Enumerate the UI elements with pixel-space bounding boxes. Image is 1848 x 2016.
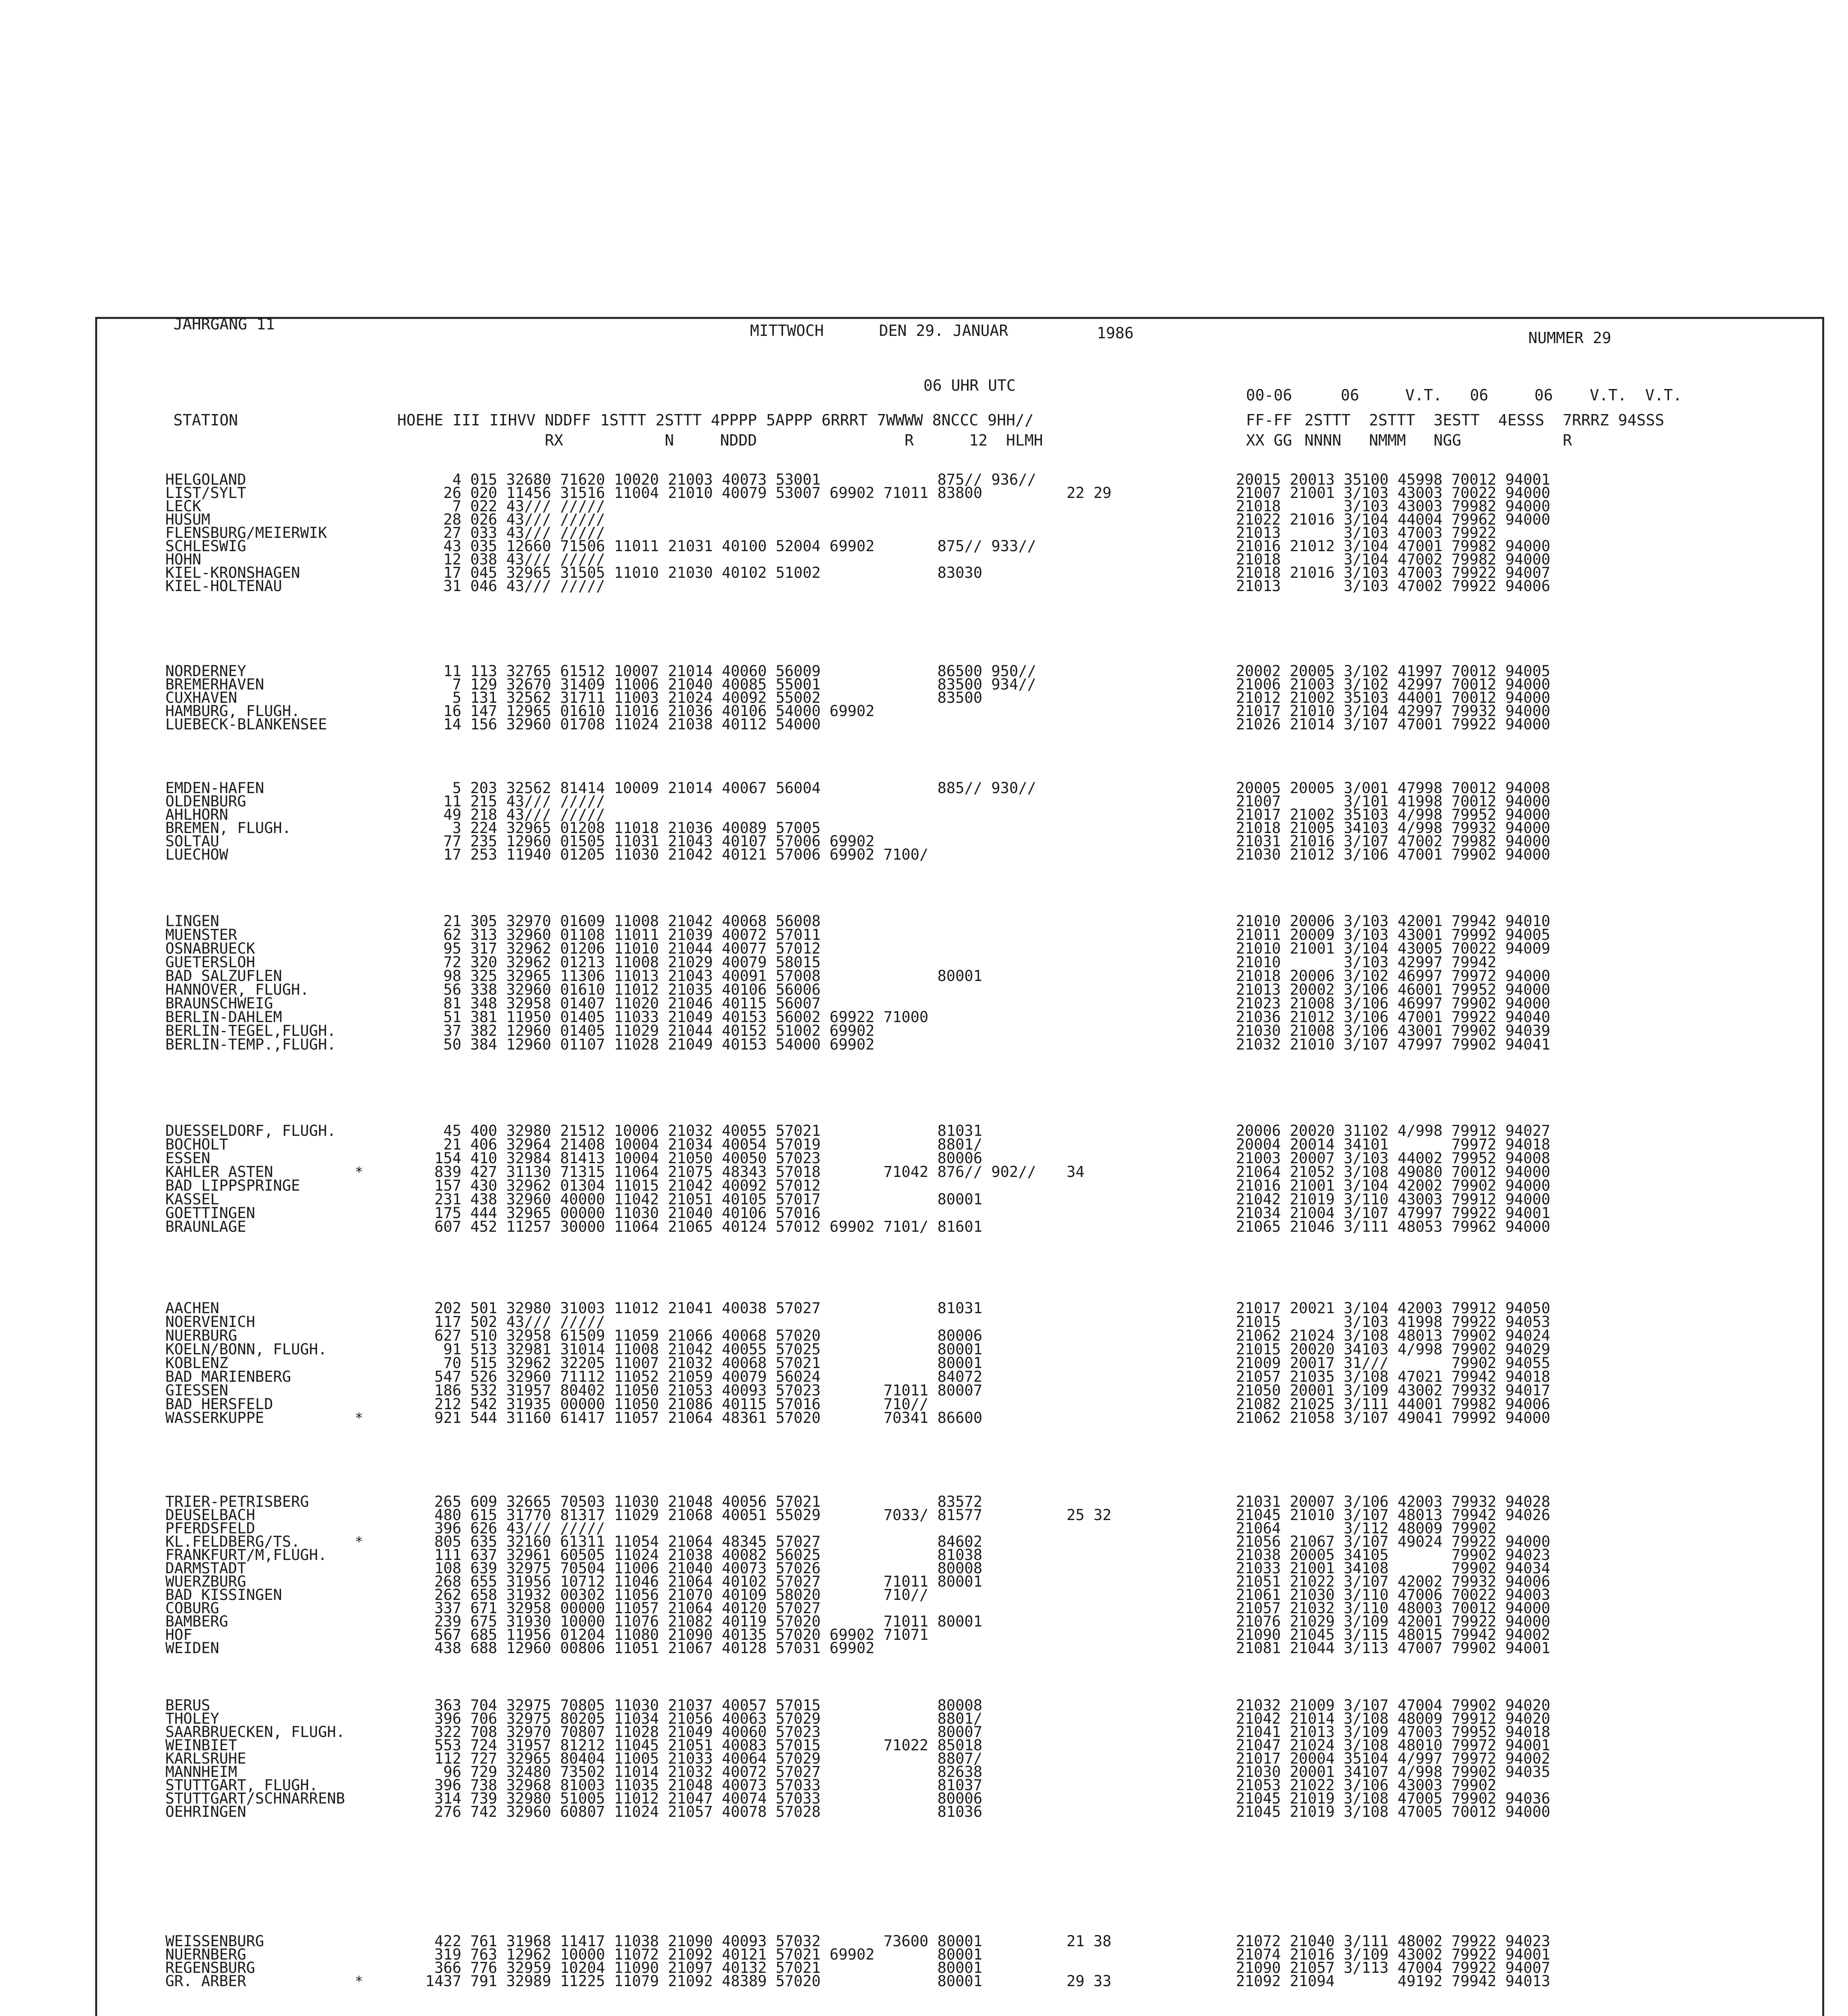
station-name: GUETERSLOH — [165, 954, 255, 971]
forecast-values: 20006 20020 31102 4/998 79912 94027 — [1236, 1122, 1550, 1139]
forecast-values: 21061 21030 3/110 47006 70022 94003 — [1236, 1586, 1550, 1604]
weekday: MITTWOCH — [750, 322, 824, 339]
main-values: 37 382 12960 01405 11029 21044 40152 51002 69902 — [425, 1022, 875, 1039]
station-name: KIEL-KRONSHAGEN — [165, 564, 300, 581]
forecast-values: 21018 3/103 43003 79982 94000 — [1236, 498, 1550, 515]
station-name: KASSEL — [165, 1191, 219, 1208]
station-name: BOCHOLT — [165, 1136, 228, 1153]
station-name: LECK — [165, 498, 202, 515]
station-name: LUECHOW — [165, 846, 228, 863]
forecast-values: 21017 20004 35104 4/997 79972 94002 — [1236, 1750, 1550, 1767]
station-name: GIESSEN — [165, 1382, 228, 1399]
mid-col-header-2: FF-FF — [1246, 411, 1292, 429]
table-row — [0, 1973, 1848, 1989]
main-values: 26 020 11456 31516 11004 21010 40079 53007 69902 71011 83800 — [425, 484, 983, 502]
group-main-label: 06 UHR UTC — [923, 377, 1016, 394]
main-values: 31 046 43/// ///// — [425, 577, 605, 595]
mountain-station-marker: * — [355, 1534, 363, 1550]
station-col-header: STATION — [173, 411, 238, 429]
forecast-values: 21016 21001 3/104 42002 79902 94000 — [1236, 1177, 1550, 1194]
forecast-values: 21022 21016 3/104 44004 79962 94000 — [1236, 511, 1550, 528]
main-values: 231 438 32960 40000 11042 21051 40105 57017 80001 — [425, 1191, 983, 1208]
station-name: TRIER-PETRISBERG — [165, 1493, 309, 1510]
station-name: GR. ARBER — [165, 1972, 246, 1990]
station-name: PFERDSFELD — [165, 1520, 255, 1537]
forecast-values: 21057 21035 3/108 47021 79942 94018 — [1236, 1368, 1550, 1385]
forecast-values: 21062 21058 3/107 49041 79992 94000 — [1236, 1409, 1550, 1427]
main-values: 4 015 32680 71620 10020 21003 40073 53001 875// 936// — [425, 471, 1036, 488]
station-name: LINGEN — [165, 912, 219, 930]
forecast-values: 21010 21001 3/104 43005 70022 94009 — [1236, 940, 1550, 957]
main-values: 50 384 12960 01107 11028 21049 40153 54000 69902 — [425, 1036, 875, 1053]
station-name: BAD SALZUFLEN — [165, 967, 282, 985]
wind-gust-values: 21 38 — [1067, 1933, 1112, 1950]
main-values: 1437 791 32989 11225 11079 21092 48389 57020 80001 — [425, 1972, 983, 1990]
station-name: FRANKFURT/M,FLUGH. — [165, 1546, 327, 1564]
main-values: 202 501 32980 31003 11012 21041 40038 57027 81031 — [425, 1300, 983, 1317]
forecast-values: 21092 21094 49192 79942 94013 — [1236, 1972, 1550, 1990]
main-values: 91 513 32981 31014 11008 21042 40055 57025 80001 — [425, 1341, 983, 1358]
forecast-values: 21051 21022 3/107 42002 79932 94006 — [1236, 1573, 1550, 1590]
forecast-values: 21018 21005 34103 4/998 79932 94000 — [1236, 819, 1550, 837]
forecast-values: 21076 21029 3/109 42001 79922 94000 — [1236, 1613, 1550, 1630]
main-values: 438 688 12960 00806 11051 21067 40128 57031 69902 — [425, 1639, 875, 1657]
forecast-values: 21030 21012 3/106 47001 79902 94000 — [1236, 846, 1550, 863]
main-values: 17 253 11940 01205 11030 21042 40121 57006 69902 7100/ — [425, 846, 929, 863]
main-values: 322 708 32970 70807 11028 21049 40060 57023 80007 — [425, 1723, 983, 1741]
mid-col-header-3: XX GG — [1246, 431, 1292, 449]
station-name: DEUSELBACH — [165, 1506, 255, 1524]
table-row — [0, 578, 1848, 594]
main-values: 627 510 32958 61509 11059 21066 40068 57020 80006 — [425, 1327, 983, 1344]
jahrgang: JAHRGANG 11 — [173, 315, 275, 333]
forecast-values: 21045 21019 3/108 47005 79902 94036 — [1236, 1790, 1550, 1807]
main-values: 45 400 32980 21512 10006 21032 40055 57021 81031 — [425, 1122, 983, 1139]
station-name: DUESSELDORF, FLUGH. — [165, 1122, 336, 1139]
nummer: NUMMER 29 — [1528, 329, 1611, 347]
main-values: 422 761 31968 11417 11038 21090 40093 57032 73600 80001 — [425, 1933, 983, 1950]
forecast-values: 21082 21025 3/111 44001 79982 94006 — [1236, 1395, 1550, 1413]
forecast-values: 21007 21001 3/103 43003 70022 94000 — [1236, 484, 1550, 502]
main-values: 5 131 32562 31711 11003 21024 40092 55002 83500 — [425, 689, 983, 706]
station-name: KIEL-HOLTENAU — [165, 577, 282, 595]
station-name: HAMBURG, FLUGH. — [165, 702, 300, 720]
station-name: WUERZBURG — [165, 1573, 246, 1590]
station-name: LIST/SYLT — [165, 484, 246, 502]
forecast-values: 21010 20006 3/103 42001 79942 94010 — [1236, 912, 1550, 930]
station-name: BAD MARIENBERG — [165, 1368, 291, 1385]
forecast-values: 21003 20007 3/103 44002 79952 94008 — [1236, 1150, 1550, 1167]
forecast-values: 21018 21016 3/103 47003 79922 94007 — [1236, 564, 1550, 581]
forecast-values: 21031 21016 3/107 47002 79982 94000 — [1236, 833, 1550, 850]
main-values: 12 038 43/// ///// — [425, 551, 605, 568]
wind-gust-values: 29 33 — [1067, 1972, 1112, 1990]
station-name: WEINBIET — [165, 1737, 238, 1754]
station-name: HANNOVER, FLUGH. — [165, 981, 309, 998]
main-values: 117 502 43/// ///// — [425, 1313, 605, 1331]
station-name: BERLIN-TEGEL,FLUGH. — [165, 1022, 336, 1039]
station-name: WEIDEN — [165, 1639, 219, 1657]
main-values: 921 544 31160 61417 11057 21064 48361 57020 70341 86600 — [425, 1409, 983, 1427]
forecast-values: 21034 21004 3/107 47997 79922 94001 — [1236, 1204, 1550, 1222]
station-name: WEISSENBURG — [165, 1933, 265, 1950]
main-values: 337 671 32958 00000 11057 21064 40120 57027 — [425, 1599, 821, 1617]
main-values: 98 325 32965 11306 11013 21043 40091 57008 80001 — [425, 967, 983, 985]
wind-gust-values: 25 32 — [1067, 1506, 1112, 1524]
wind-gust-values: 34 — [1067, 1163, 1085, 1181]
main-values: 553 724 31957 81212 11045 21051 40083 57015 71022 85018 — [425, 1737, 983, 1754]
main-values: 276 742 32960 60807 11024 21057 40078 57028 81036 — [425, 1803, 983, 1820]
station-name: FLENSBURG/MEIERWIK — [165, 524, 327, 541]
forecast-values: 21050 20001 3/109 43002 79932 94017 — [1236, 1382, 1550, 1399]
year: 1986 — [1097, 324, 1134, 342]
mountain-station-marker: * — [355, 1164, 363, 1180]
table-row — [0, 1640, 1848, 1656]
table-row — [0, 1410, 1848, 1426]
main-values: 11 113 32765 61512 10007 21014 40060 56009 86500 950// — [425, 662, 1036, 680]
forecast-values: 21056 21067 3/107 49024 79922 94000 — [1236, 1533, 1550, 1550]
main-values: 3 224 32965 01208 11018 21036 40089 57005 — [425, 819, 821, 837]
main-values: 21 406 32964 21408 10004 21034 40054 57019 8801/ — [425, 1136, 983, 1153]
main-values: 366 776 32959 10204 11090 21097 40132 57021 80001 — [425, 1959, 983, 1976]
station-name: GOETTINGEN — [165, 1204, 255, 1222]
station-name: MANNHEIM — [165, 1763, 238, 1781]
main-values: 43 035 12660 71506 11011 21031 40100 52004 69902 875// 933// — [425, 537, 1036, 555]
station-name: DARMSTADT — [165, 1560, 246, 1577]
forecast-values: 21042 21014 3/108 48009 79912 94020 — [1236, 1710, 1550, 1727]
main-values: 96 729 32480 73502 11014 21032 40072 57027 82638 — [425, 1763, 983, 1781]
main-values: 27 033 43/// ///// — [425, 524, 605, 541]
main-values: 7 129 32670 31409 11006 21040 40085 55001 83500 934// — [425, 676, 1036, 693]
forecast-values: 21074 21016 3/109 43002 79922 94001 — [1236, 1946, 1550, 1963]
main-values: 11 215 43/// ///// — [425, 793, 605, 810]
main-values: 268 655 31956 10712 11046 21064 40102 57027 71011 80001 — [425, 1573, 983, 1590]
forecast-values: 21045 21019 3/108 47005 70012 94000 — [1236, 1803, 1550, 1820]
station-name: STUTTGART, FLUGH. — [165, 1776, 318, 1794]
forecast-values: 21057 21032 3/110 48003 70012 94000 — [1236, 1599, 1550, 1617]
main-values: 5 203 32562 81414 10009 21014 40067 56004 885// 930// — [425, 779, 1036, 797]
main-values: 14 156 32960 01708 11024 21038 40112 54000 — [425, 716, 821, 733]
forecast-values: 21053 21022 3/106 43003 79902 — [1236, 1776, 1497, 1794]
main-values: 112 727 32965 80404 11005 21033 40064 57029 8807/ — [425, 1750, 983, 1767]
forecast-values: 21041 21013 3/109 47003 79952 94018 — [1236, 1723, 1550, 1741]
main-values: 839 427 31130 71315 11064 21075 48343 57018 71042 876// 902// — [425, 1163, 1036, 1181]
mountain-station-marker: * — [355, 1410, 363, 1426]
station-name: NORDERNEY — [165, 662, 246, 680]
station-name: HOHN — [165, 551, 202, 568]
station-name: NUERNBERG — [165, 1946, 246, 1963]
main-values: 62 313 32960 01108 11011 21039 40072 57011 — [425, 926, 821, 943]
forecast-values: 21030 21008 3/106 43001 79902 94039 — [1236, 1022, 1550, 1039]
station-name: BAD LIPPSPRINGE — [165, 1177, 300, 1194]
forecast-values: 21015 20020 34103 4/998 79902 94029 — [1236, 1341, 1550, 1358]
forecast-values: 21010 3/103 42997 79942 — [1236, 954, 1497, 971]
date: DEN 29. JANUAR — [879, 322, 1008, 339]
station-name: EMDEN-HAFEN — [165, 779, 265, 797]
station-name: KAHLER ASTEN — [165, 1163, 273, 1181]
forecast-values: 21064 3/112 48009 79902 — [1236, 1520, 1497, 1537]
station-name: BRAUNSCHWEIG — [165, 995, 273, 1012]
forecast-values: 21015 3/103 41998 79922 94053 — [1236, 1313, 1550, 1331]
forecast-values: 21011 20009 3/103 43001 79992 94005 — [1236, 926, 1550, 943]
main-values: 265 609 32665 70503 11030 21048 40056 57021 83572 — [425, 1493, 983, 1510]
station-name: SOLTAU — [165, 833, 219, 850]
forecast-values: 21030 20001 34107 4/998 79902 94035 — [1236, 1763, 1550, 1781]
forecast-values: 20002 20005 3/102 41997 70012 94005 — [1236, 662, 1550, 680]
main-values: 72 320 32962 01213 11008 21029 40079 58015 — [425, 954, 821, 971]
forecast-values: 21064 21052 3/108 49080 70012 94000 — [1236, 1163, 1550, 1181]
main-values: 186 532 31957 80402 11050 21053 40093 57023 71011 80007 — [425, 1382, 983, 1399]
station-name: BAMBERG — [165, 1613, 228, 1630]
right-col-header-3: NNNN NMMM NGG R — [1304, 431, 1572, 449]
main-values: 319 763 12962 10000 11072 21092 40121 57021 69902 80001 — [425, 1946, 983, 1963]
forecast-values: 21016 21012 3/104 47001 79982 94000 — [1236, 537, 1550, 555]
main-values: 56 338 32960 01610 11012 21035 40106 56006 — [425, 981, 821, 998]
station-name: KARLSRUHE — [165, 1750, 246, 1767]
station-name: HELGOLAND — [165, 471, 246, 488]
forecast-values: 21032 21009 3/107 47004 79902 94020 — [1236, 1697, 1550, 1714]
station-name: COBURG — [165, 1599, 219, 1617]
main-values: 175 444 32965 00000 11030 21040 40106 57016 — [425, 1204, 821, 1222]
right-col-header-2: 2STTT 2STTT 3ESTT 4ESSS 7RRRZ 94SSS — [1304, 411, 1665, 429]
forecast-values: 21032 21010 3/107 47997 79902 94041 — [1236, 1036, 1550, 1053]
forecast-values: 20004 20014 34101 79972 94018 — [1236, 1136, 1550, 1153]
forecast-values: 21013 20002 3/106 46001 79952 94000 — [1236, 981, 1550, 998]
forecast-values: 21018 20006 3/102 46997 79972 94000 — [1236, 967, 1550, 985]
forecast-values: 21009 20017 31/// 79902 94055 — [1236, 1354, 1550, 1372]
main-values: 239 675 31930 10000 11076 21082 40119 57020 71011 80001 — [425, 1613, 983, 1630]
station-name: OEHRINGEN — [165, 1803, 246, 1820]
forecast-values: 21017 21002 35103 4/998 79952 94000 — [1236, 806, 1550, 823]
forecast-values: 21031 20007 3/106 42003 79932 94028 — [1236, 1493, 1550, 1510]
main-values: 16 147 12965 01610 11016 21036 40106 54000 69902 — [425, 702, 875, 720]
forecast-values: 21042 21019 3/110 43003 79912 94000 — [1236, 1191, 1550, 1208]
forecast-values: 21045 21010 3/107 48013 79942 94026 — [1236, 1506, 1550, 1524]
forecast-values: 21026 21014 3/107 47001 79922 94000 — [1236, 716, 1550, 733]
main-values: 396 738 32968 81003 11035 21048 40073 57033 81037 — [425, 1776, 983, 1794]
main-values: 108 639 32975 70504 11006 21040 40073 57026 80008 — [425, 1560, 983, 1577]
forecast-values: 21017 21010 3/104 42997 79932 94000 — [1236, 702, 1550, 720]
forecast-values: 21047 21024 3/108 48010 79972 94001 — [1236, 1737, 1550, 1754]
main-values: 480 615 31770 81317 11029 21068 40051 55029 7033/ 81577 — [425, 1506, 983, 1524]
forecast-values: 21065 21046 3/111 48053 79962 94000 — [1236, 1218, 1550, 1235]
wind-gust-values: 22 29 — [1067, 484, 1112, 502]
main-values: 805 635 32160 61311 11054 21064 48345 57027 84602 — [425, 1533, 983, 1550]
main-values: 567 685 11956 01204 11080 21090 40135 57020 69902 71071 — [425, 1626, 929, 1643]
forecast-values: 21081 21044 3/113 47007 79902 94001 — [1236, 1639, 1550, 1657]
table-row — [0, 1804, 1848, 1820]
table-row — [0, 1219, 1848, 1235]
forecast-values: 21012 21002 35103 44001 70012 94000 — [1236, 689, 1550, 706]
table-row — [0, 847, 1848, 863]
forecast-values: 21017 20021 3/104 42003 79912 94050 — [1236, 1300, 1550, 1317]
station-name: HOF — [165, 1626, 192, 1643]
station-name: BREMEN, FLUGH. — [165, 819, 291, 837]
main-values: 77 235 12960 01505 11031 21043 40107 57006 69902 — [425, 833, 875, 850]
station-name: BAD HERSFELD — [165, 1395, 273, 1413]
station-name: CUXHAVEN — [165, 689, 238, 706]
main-values: 81 348 32958 01407 11020 21046 40115 56007 — [425, 995, 821, 1012]
main-values: 21 305 32970 01609 11008 21042 40068 56008 — [425, 912, 821, 930]
station-name: THOLEY — [165, 1710, 219, 1727]
station-name: BRAUNLAGE — [165, 1218, 246, 1235]
station-name: BERUS — [165, 1697, 210, 1714]
station-name: NOERVENICH — [165, 1313, 255, 1331]
main-col-header-2: RX N NDDD R 12 HLMH — [397, 431, 1043, 449]
main-values: 363 704 32975 70805 11030 21037 40057 57015 80008 — [425, 1697, 983, 1714]
main-values: 154 410 32984 81413 10004 21050 40050 57023 80006 — [425, 1150, 983, 1167]
main-values: 49 218 43/// ///// — [425, 806, 605, 823]
forecast-values: 21062 21024 3/108 48013 79902 94024 — [1236, 1327, 1550, 1344]
station-name: OSNABRUECK — [165, 940, 255, 957]
station-name: KOBLENZ — [165, 1354, 228, 1372]
forecast-values: 20005 20005 3/001 47998 70012 94008 — [1236, 779, 1550, 797]
forecast-values: 21013 3/103 47003 79922 — [1236, 524, 1497, 541]
forecast-values: 21023 21008 3/106 46997 79902 94000 — [1236, 995, 1550, 1012]
station-name: ESSEN — [165, 1150, 210, 1167]
main-values: 314 739 32980 51005 11012 21047 40074 57033 80006 — [425, 1790, 983, 1807]
station-name: REGENSBURG — [165, 1959, 255, 1976]
main-values: 7 022 43/// ///// — [425, 498, 605, 515]
station-name: KL.FELDBERG/TS. — [165, 1533, 300, 1550]
main-values: 28 026 43/// ///// — [425, 511, 605, 528]
station-name: BREMERHAVEN — [165, 676, 265, 693]
main-values: 51 381 11950 01405 11033 21049 40153 56002 69922 71000 — [425, 1008, 929, 1026]
forecast-values: 21018 3/104 47002 79982 94000 — [1236, 551, 1550, 568]
forecast-values: 21072 21040 3/111 48002 79922 94023 — [1236, 1933, 1550, 1950]
forecast-values: 21036 21012 3/106 47001 79922 94040 — [1236, 1008, 1550, 1026]
forecast-values: 21013 3/103 47002 79922 94006 — [1236, 577, 1550, 595]
table-row — [0, 716, 1848, 733]
forecast-values: 20015 20013 35100 45998 70012 94001 — [1236, 471, 1550, 488]
station-name: AHLHORN — [165, 806, 228, 823]
main-values: 396 626 43/// ///// — [425, 1520, 605, 1537]
main-values: 547 526 32960 71112 11052 21059 40079 56024 84072 — [425, 1368, 983, 1385]
station-name: AACHEN — [165, 1300, 219, 1317]
forecast-values: 21007 3/101 41998 70012 94000 — [1236, 793, 1550, 810]
station-name: HUSUM — [165, 511, 210, 528]
main-values: 396 706 32975 80205 11034 21056 40063 57029 8801/ — [425, 1710, 983, 1727]
station-name: SCHLESWIG — [165, 537, 246, 555]
station-name: BERLIN-DAHLEM — [165, 1008, 282, 1026]
station-name: SAARBRUECKEN, FLUGH. — [165, 1723, 345, 1741]
forecast-values: 21033 21001 34108 79902 94034 — [1236, 1560, 1550, 1577]
main-values: 607 452 11257 30000 11064 21065 40124 57012 69902 7101/ 81601 — [425, 1218, 983, 1235]
station-name: MUENSTER — [165, 926, 238, 943]
table-row — [0, 1037, 1848, 1053]
forecast-values: 21038 20005 34105 79902 94023 — [1236, 1546, 1550, 1564]
station-name: STUTTGART/SCHNARRENB — [165, 1790, 345, 1807]
station-name: BERLIN-TEMP.,FLUGH. — [165, 1036, 336, 1053]
station-name: OLDENBURG — [165, 793, 246, 810]
main-col-header-1: HOEHE III IIHVV NDDFF 1STTT 2STTT 4PPPP 5APPP 6RRRT 7WWWW 8NCCC 9HH// — [397, 411, 1034, 429]
main-values: 17 045 32965 31505 11010 21030 40102 51002 83030 — [425, 564, 983, 581]
main-values: 111 637 32961 60505 11024 21038 40082 56025 81038 — [425, 1546, 983, 1564]
main-values: 262 658 31932 00302 11056 21070 40109 58020 710// — [425, 1586, 929, 1604]
main-values: 95 317 32962 01206 11010 21044 40077 57012 — [425, 940, 821, 957]
forecast-values: 21090 21057 3/113 47004 79922 94007 — [1236, 1959, 1550, 1976]
forecast-values: 21006 21003 3/102 42997 70012 94000 — [1236, 676, 1550, 693]
main-values: 157 430 32962 01304 11015 21042 40092 57012 — [425, 1177, 821, 1194]
right-col-header-1: 06 V.T. 06 06 V.T. V.T. — [1341, 386, 1682, 404]
station-name: NUERBURG — [165, 1327, 238, 1344]
station-name: WASSERKUPPE — [165, 1409, 265, 1427]
station-name: LUEBECK-BLANKENSEE — [165, 716, 327, 733]
main-values: 70 515 32962 32205 11007 21032 40068 57021 80001 — [425, 1354, 983, 1372]
station-name: BAD KISSINGEN — [165, 1586, 282, 1604]
forecast-values: 21090 21045 3/115 48015 79942 94002 — [1236, 1626, 1550, 1643]
station-name: KOELN/BONN, FLUGH. — [165, 1341, 327, 1358]
mountain-station-marker: * — [355, 1973, 363, 1989]
main-values: 212 542 31935 00000 11050 21086 40115 57016 710// — [425, 1395, 929, 1413]
mid-col-header-1: 00-06 — [1246, 386, 1292, 404]
